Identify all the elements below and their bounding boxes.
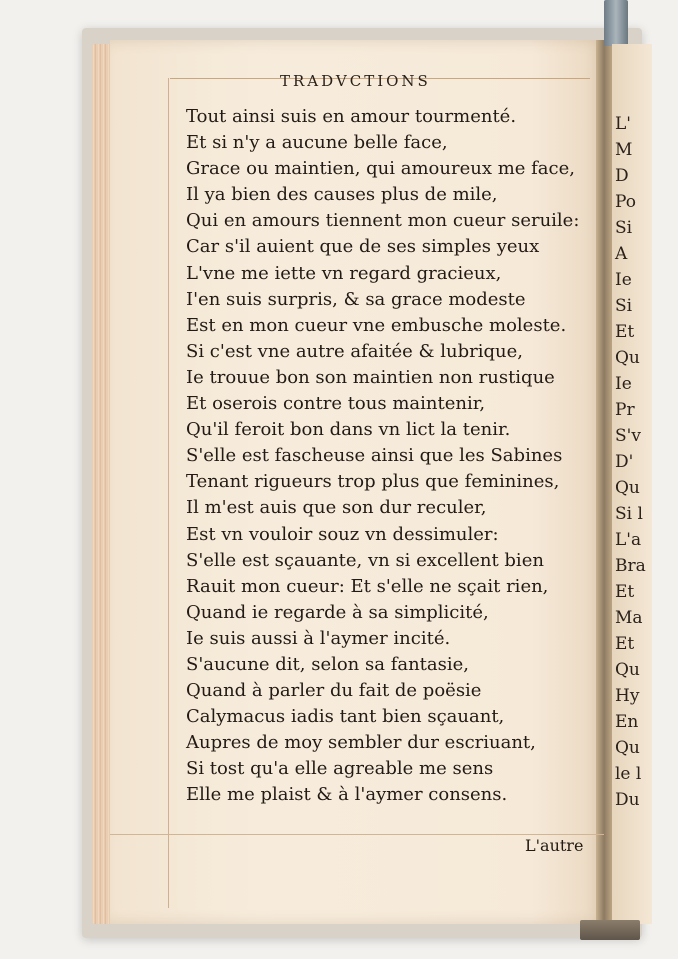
facing-fragment: Qu [615, 348, 640, 368]
verse-line: Est en mon cueur vne embusche moleste. [186, 314, 567, 336]
verse-line: Et si n'y a aucune belle face, [186, 132, 448, 154]
verse-line: Quand ie regarde à sa simplicité, [186, 601, 489, 623]
verse-line: Quand à parler du fait de poësie [186, 680, 482, 702]
verse-line: Est vn vouloir souz vn dessimuler: [186, 523, 499, 545]
facing-fragment: S'v [615, 426, 641, 446]
facing-fragment: En [615, 712, 639, 732]
facing-fragment: D [615, 166, 629, 186]
verse-line: L'vne me iette vn regard gracieux, [186, 262, 502, 284]
verse-line: Il m'est auis que son dur reculer, [186, 497, 487, 519]
gutter [596, 40, 612, 924]
facing-fragment: D' [615, 452, 634, 472]
verse-line: Qu'il feroit bon dans vn lict la tenir. [186, 419, 511, 441]
facing-fragment: Qu [615, 478, 640, 498]
verse-line: Tout ainsi suis en amour tourmenté. [186, 106, 517, 127]
verse-line: Il ya bien des causes plus de mile, [186, 184, 498, 206]
facing-fragment: le l [615, 764, 642, 784]
verse-line: Ie suis aussi à l'aymer incité. [186, 627, 451, 649]
verse-line: Car s'il auient que de ses simples yeux [186, 236, 540, 258]
facing-fragment: L'a [615, 530, 642, 550]
facing-fragment: Si [615, 296, 633, 316]
verse-line: Ie trouue bon son maintien non rustique [186, 366, 555, 388]
verse-line: Si c'est vne autre afaitée & lubrique, [186, 340, 523, 362]
verse-line: Rauit mon cueur: Et s'elle ne sçait rien, [186, 575, 549, 597]
facing-fragment: Du [615, 790, 640, 810]
verse-line: S'elle est fascheuse ainsi que les Sabines [186, 445, 563, 467]
spine-tab [604, 0, 628, 46]
catchword: L'autre [525, 836, 584, 855]
verse-line: Et oserois contre tous maintenir, [186, 393, 486, 415]
facing-page [612, 44, 652, 924]
facing-fragment: Qu [615, 738, 640, 758]
verse-line: Qui en amours tiennent mon cueur seruile: [186, 210, 580, 232]
facing-fragment: Pr [615, 400, 635, 420]
verse-line: S'elle est sçauante, vn si excellent bien [186, 549, 544, 571]
facing-fragment: Et [615, 634, 635, 654]
verse-block [186, 104, 596, 809]
facing-fragment: Ma [615, 608, 643, 628]
facing-fragment: Qu [615, 660, 640, 680]
facing-fragment: Bra [615, 556, 646, 576]
facing-fragment: Et [615, 322, 635, 342]
facing-fragment: A [615, 244, 628, 264]
facing-fragment: Si [615, 218, 633, 238]
verse-line: Calymacus iadis tant bien sçauant, [186, 706, 505, 728]
facing-fragment: Po [615, 192, 636, 212]
ruled-line-left [168, 78, 169, 908]
binding-edge [580, 920, 640, 940]
verse-line: Grace ou maintien, qui amoureux me face, [186, 158, 575, 180]
verse-line: Elle me plaist & à l'aymer consens. [186, 784, 508, 806]
facing-fragment: Ie [615, 270, 632, 290]
facing-fragment: Hy [615, 686, 640, 706]
facing-fragment: Si l [615, 504, 643, 524]
running-head: TRADVCTIONS [280, 72, 431, 90]
ruled-line-bottom [110, 834, 604, 835]
verse-line: Si tost qu'a elle agreable me sens [186, 758, 494, 780]
facing-fragment: L' [615, 114, 631, 134]
verse-line: Tenant rigueurs trop plus que feminines, [186, 471, 560, 493]
verse-line: I'en suis surpris, & sa grace modeste [186, 288, 526, 310]
facing-fragment: Et [615, 582, 635, 602]
facing-fragment: M [615, 140, 633, 160]
verse-line: S'aucune dit, selon sa fantasie, [186, 653, 470, 675]
facing-fragment: Ie [615, 374, 632, 394]
verse-line: Aupres de moy sembler dur escriuant, [186, 732, 536, 754]
